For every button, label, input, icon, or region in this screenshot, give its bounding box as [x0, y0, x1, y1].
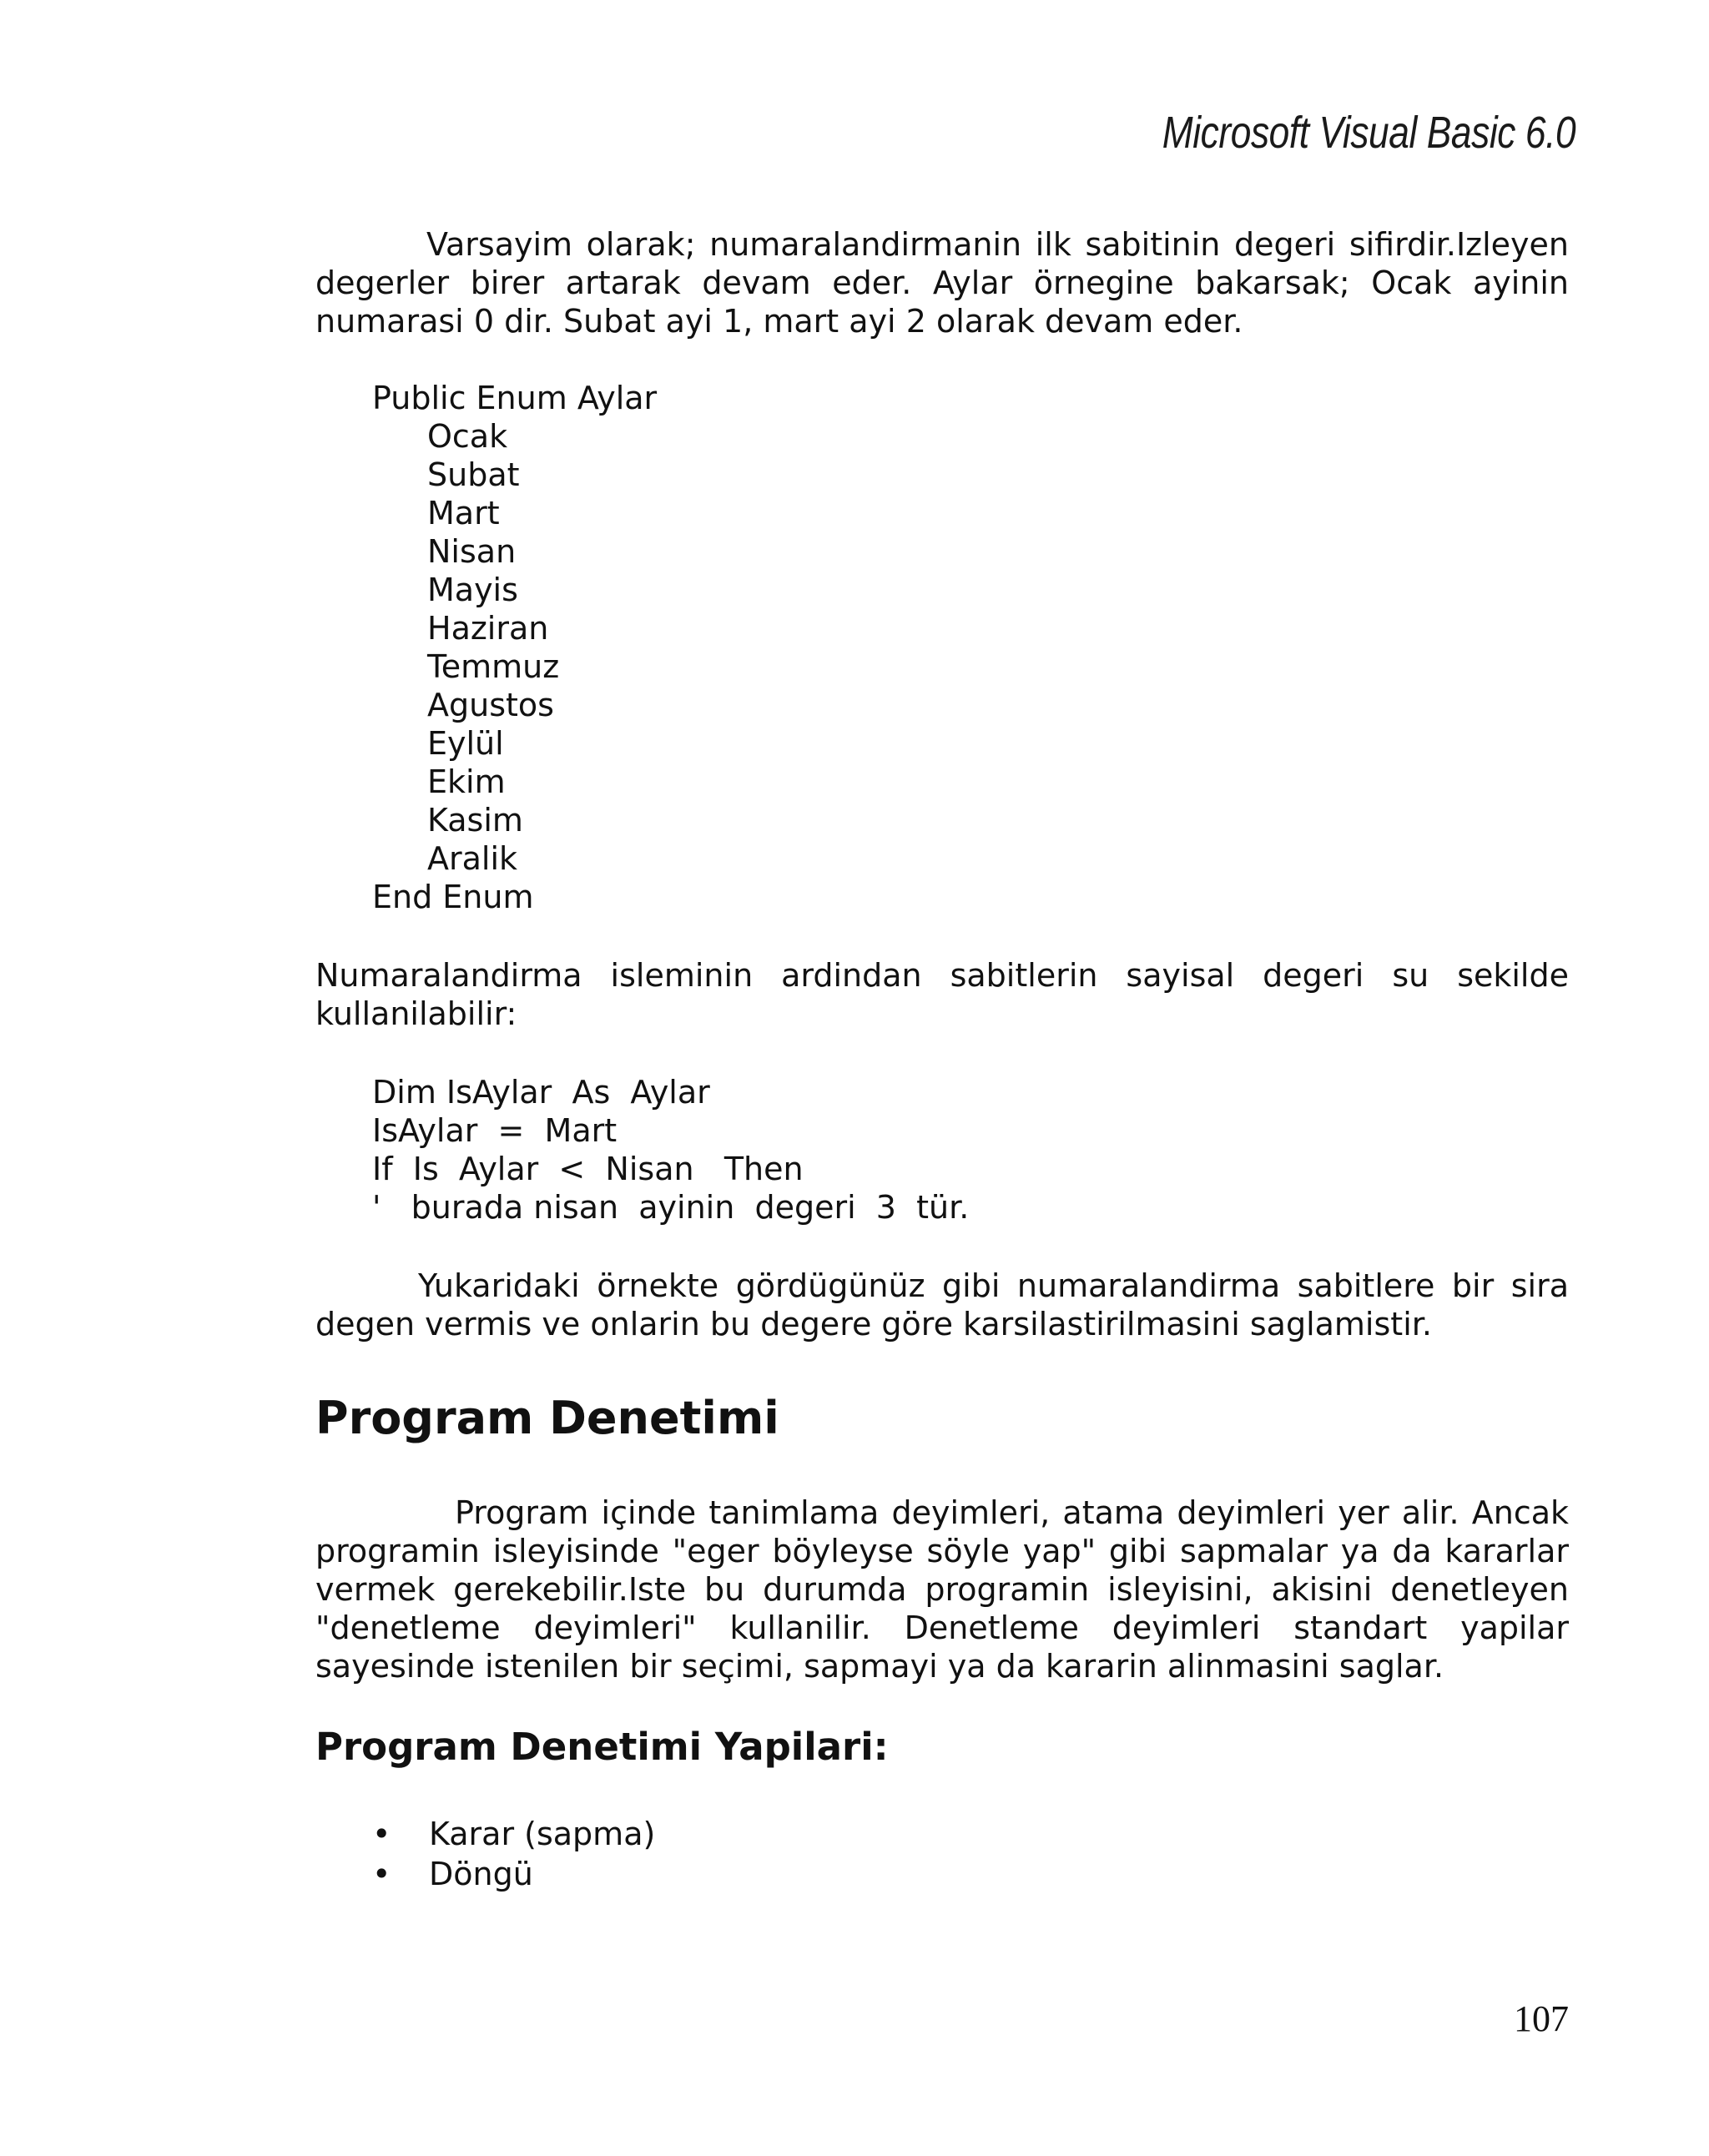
list-item-label: Karar (sapma) [429, 1816, 656, 1852]
bullet-list [372, 1814, 655, 1894]
enum-member: Eylül [427, 725, 504, 762]
enum-members [372, 417, 657, 878]
text-line: Yukaridaki örnekte gördügünüz gibi numaralandirma sabitlere bir sira [315, 1267, 1569, 1304]
enum-member: Mart [427, 495, 500, 531]
enum-code-block [372, 379, 657, 916]
code-line: ' burada nisan ayinin degeri 3 tür. [372, 1189, 970, 1226]
text-line: Numaralandirma isleminin ardindan sabitlerin sayisal degeri su sekilde [315, 957, 1569, 994]
running-header-title: Microsoft Visual Basic 6.0 [1162, 108, 1575, 158]
enum-member: Temmuz [427, 648, 560, 685]
enum-member: Agustos [427, 687, 554, 723]
bullet-icon: • [372, 1856, 391, 1892]
enum-member: Haziran [427, 610, 549, 647]
section-heading: Program Denetimi [315, 1392, 779, 1444]
enum-member: Ocak [427, 418, 508, 455]
enum-member: Nisan [427, 533, 517, 570]
intro-paragraph [315, 225, 1569, 340]
enum-member: Aralik [427, 840, 518, 877]
text-line: "denetleme deyimleri" kullanilir. Denetleme deyimleri standart yapilar [315, 1609, 1569, 1646]
text-line: kullanilabilir: [315, 995, 517, 1032]
list-item-label: Döngü [429, 1856, 533, 1892]
enum-member: Ekim [427, 763, 506, 800]
text-line: degerler birer artarak devam eder. Aylar örnegine bakarsak; Ocak ayinin [315, 264, 1569, 301]
list-item [372, 1854, 655, 1894]
explanation-paragraph [315, 1267, 1569, 1343]
page-number: 107 [1514, 1998, 1569, 2039]
usage-intro-paragraph [315, 956, 1569, 1033]
text-line: degen vermis ve onlarin bu degere göre karsilastirilmasini saglamistir. [315, 1306, 1432, 1342]
enum-member: Mayis [427, 572, 518, 608]
text-line: numarasi 0 dir. Subat ayi 1, mart ayi 2 olarak devam eder. [315, 303, 1243, 340]
code-line: Dim IsAylar As Aylar [372, 1074, 710, 1111]
usage-code-block [372, 1073, 969, 1227]
text-line: sayesinde istenilen bir seçimi, sapmayi ya da kararin alinmasini saglar. [315, 1648, 1444, 1685]
code-line: End Enum [372, 879, 534, 915]
enum-member: Subat [427, 456, 520, 493]
text-line: programin isleyisinde "eger böyleyse söyle yap" gibi sapmalar ya da kararlar [315, 1533, 1569, 1569]
code-line: If Is Aylar < Nisan Then [372, 1151, 804, 1187]
code-line: Public Enum Aylar [372, 380, 658, 416]
program-control-paragraph [315, 1494, 1569, 1685]
text-line: Varsayim olarak; numaralandirmanin ilk sabitinin degeri sifirdir.Izleyen [315, 226, 1569, 263]
subsection-heading: Program Denetimi Yapilari: [315, 1725, 889, 1769]
enum-member: Kasim [427, 802, 523, 839]
text-line: vermek gerekebilir.Iste bu durumda programin isleyisini, akisini denetleyen [315, 1571, 1569, 1608]
code-line: IsAylar = Mart [372, 1112, 618, 1149]
list-item [372, 1814, 655, 1854]
text-line: Program içinde tanimlama deyimleri, atama deyimleri yer alir. Ancak [315, 1494, 1569, 1531]
bullet-icon: • [372, 1816, 391, 1852]
